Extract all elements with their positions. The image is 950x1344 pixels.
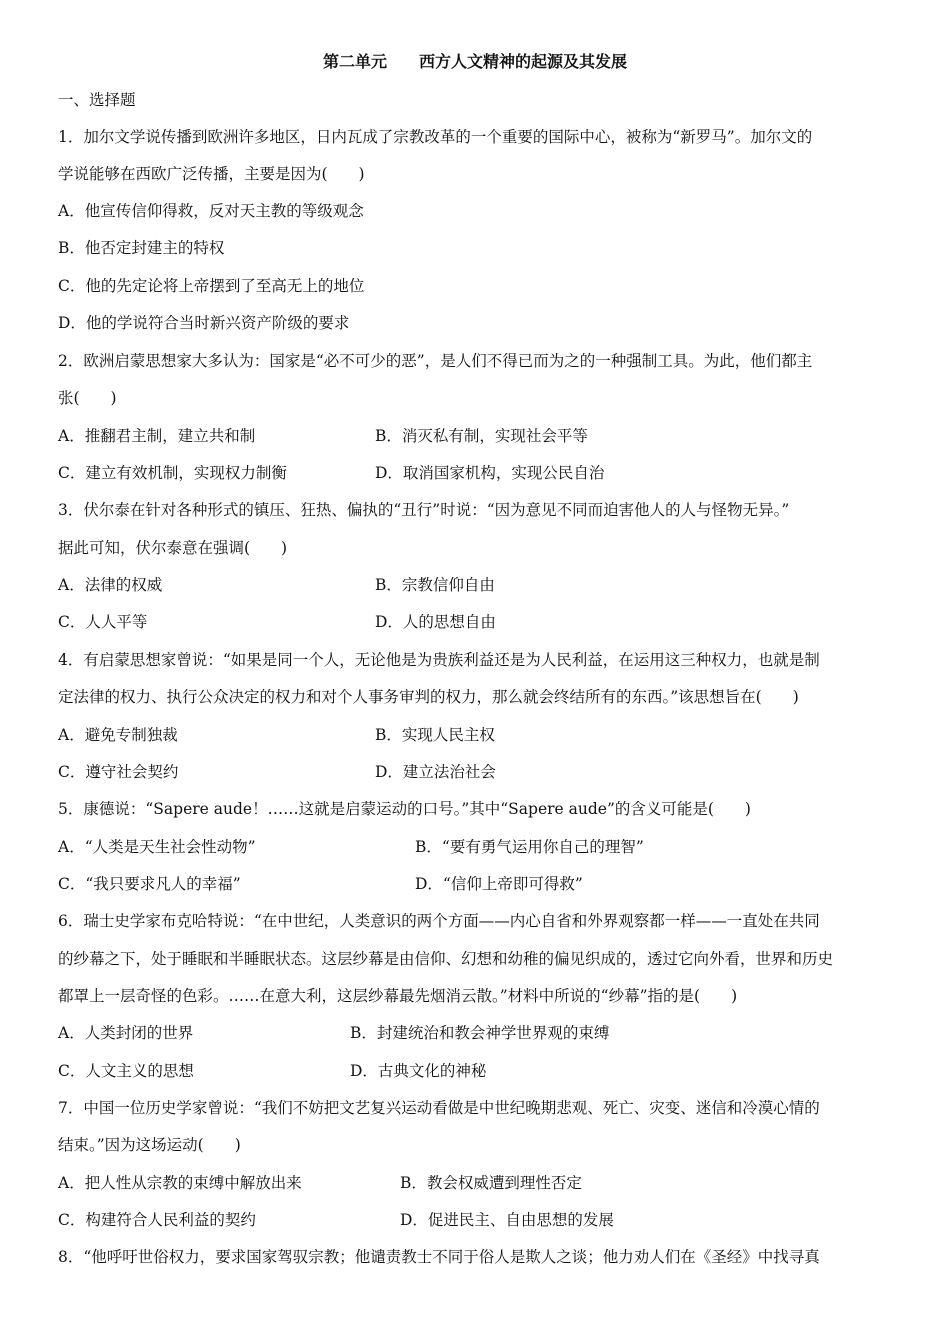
question-4-option-b: B．实现人民主权 [375, 726, 495, 744]
question-2-option-d: D．取消国家机构，实现公民自治 [375, 464, 605, 482]
question-2-option-a: A．推翻君主制，建立共和制 [58, 427, 256, 445]
question-1-stem-line-1: 1．加尔文学说传播到欧洲许多地区，日内瓦成了宗教改革的一个重要的国际中心，被称为“新罗马”。加尔文的 [58, 128, 813, 146]
question-6-option-b: B．封建统治和教会神学世界观的束缚 [350, 1024, 610, 1042]
question-3-option-b: B．宗教信仰自由 [375, 576, 495, 594]
question-3-stem-line-2: 据此可知，伏尔泰意在强调( ) [58, 539, 288, 557]
question-6-option-c: C．人文主义的思想 [58, 1062, 194, 1080]
question-2-option-b: B．消灭私有制，实现社会平等 [375, 427, 588, 445]
question-5-option-d: D．“信仰上帝即可得救” [415, 875, 583, 893]
question-2-option-c: C．建立有效机制，实现权力制衡 [58, 464, 287, 482]
question-1-option-a: A．他宣传信仰得救，反对天主教的等级观念 [58, 202, 364, 220]
question-1-option-b: B．他否定封建主的特权 [58, 239, 225, 257]
page-title: 第二单元 西方人文精神的起源及其发展 [322, 52, 627, 71]
question-7-option-c: C．构建符合人民利益的契约 [58, 1211, 256, 1229]
question-3-option-a: A．法律的权威 [58, 576, 163, 594]
question-1-option-d: D．他的学说符合当时新兴资产阶级的要求 [58, 314, 350, 332]
question-7-option-d: D．促进民主、自由思想的发展 [400, 1211, 614, 1229]
question-4-option-a: A．避免专制独裁 [58, 726, 178, 744]
question-5-option-a: A．“人类是天生社会性动物” [58, 838, 256, 856]
question-4-option-d: D．建立法治社会 [375, 763, 496, 781]
question-6-stem-line-3: 都罩上一层奇怪的色彩。……在意大利，这层纱幕最先烟消云散。”材料中所说的“纱幕”指的是( ) [58, 987, 738, 1005]
question-1-option-c: C．他的先定论将上帝摆到了至高无上的地位 [58, 277, 365, 295]
question-8-stem-line-1: 8．“他呼吁世俗权力，要求国家驾驭宗教；他谴责教士不同于俗人是欺人之谈；他力劝人们在《圣经》中找寻真 [58, 1248, 820, 1266]
question-7-stem-line-2: 结束。”因为这场运动( ) [58, 1136, 241, 1154]
question-5-option-b: B．“要有勇气运用你自己的理智” [415, 838, 644, 856]
question-3-stem-line-1: 3．伏尔泰在针对各种形式的镇压、狂热、偏执的“丑行”时说：“因为意见不同而迫害他人的人与怪物无异。” [58, 501, 790, 519]
question-2-stem-line-1: 2．欧洲启蒙思想家大多认为：国家是“必不可少的恶”，是人们不得已而为之的一种强制工具。为此，他们都主 [58, 352, 813, 370]
question-2-stem-line-2: 张( ) [58, 389, 117, 407]
question-1-stem-line-2: 学说能够在西欧广泛传播，主要是因为( ) [58, 165, 365, 183]
question-7-stem-line-1: 7．中国一位历史学家曾说：“我们不妨把文艺复兴运动看做是中世纪晚期悲观、死亡、灾变、迷信和冷漠心情的 [58, 1099, 820, 1117]
question-6-option-a: A．人类封闭的世界 [58, 1024, 194, 1042]
question-7-option-b: B．教会权威遭到理性否定 [400, 1174, 582, 1192]
question-4-stem-line-1: 4．有启蒙思想家曾说：“如果是同一个人，无论他是为贵族利益还是为人民利益，在运用这三种权力，也就是制 [58, 651, 820, 669]
question-4-option-c: C．遵守社会契约 [58, 763, 179, 781]
question-5-option-c: C．“我只要求凡人的幸福” [58, 875, 241, 893]
question-3-option-d: D．人的思想自由 [375, 613, 496, 631]
question-6-stem-line-2: 的纱幕之下，处于睡眠和半睡眠状态。这层纱幕是由信仰、幻想和幼稚的偏见织成的，透过它向外看，世界和历史 [58, 950, 834, 968]
question-4-stem-line-2: 定法律的权力、执行公众决定的权力和对个人事务审判的权力，那么就会终结所有的东西。”该思想旨在( ) [58, 688, 799, 706]
question-7-option-a: A．把人性从宗教的束缚中解放出来 [58, 1174, 302, 1192]
question-6-stem-line-1: 6．瑞士史学家布克哈特说：“在中世纪，人类意识的两个方面——内心自省和外界观察都一样——一直处在共同 [58, 912, 820, 930]
question-6-option-d: D．古典文化的神秘 [350, 1062, 487, 1080]
section-heading: 一、选择题 [58, 91, 136, 109]
question-5-stem-line-1: 5．康德说：“Sapere aude！……这就是启蒙运动的口号。”其中“Sapere aude”的含义可能是( ) [58, 800, 751, 818]
question-3-option-c: C．人人平等 [58, 613, 148, 631]
